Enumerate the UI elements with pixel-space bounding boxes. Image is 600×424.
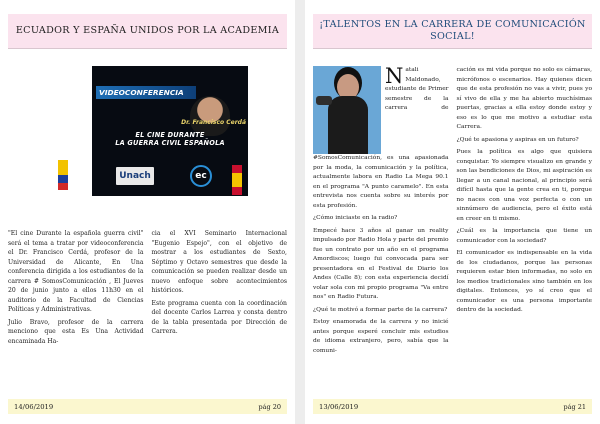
videoconference-image	[92, 66, 248, 196]
ec-logo: ec	[190, 165, 212, 187]
article-title-box	[8, 14, 287, 49]
footer-date: 13/06/2019	[319, 402, 359, 411]
article-title: ECUADOR Y ESPAÑA UNIDOS POR LA ACADEMIA	[15, 25, 280, 36]
videoconference-banner: VIDEOCONFERENCIA	[96, 86, 196, 99]
article-column-1	[313, 66, 449, 396]
question: ¿Cuál es la importancia que tiene un comunicador con la sociedad?	[456, 228, 592, 244]
article-columns	[8, 229, 287, 389]
page-number: pág 20	[258, 402, 281, 411]
page-left	[0, 0, 295, 424]
answer: Pues la política es algo que quisiera conquistar. Yo siempre visualizo en grande y son las bendiciones de Dios, mi aspiración es llegar a un canal nacional, al principio será difícil hasta que la gente crea en ti, porque no naces con una voz perfecta o con un sinnúmero de audiencia, pero el éxito está en creer en ti mismo.	[456, 149, 592, 222]
unach-logo: Unach	[116, 167, 154, 185]
paragraph: Julio Bravo, profesor de la carrera menciono que esta Es Una Actividad encaminada Ha-	[8, 318, 144, 346]
page-gutter	[295, 0, 305, 424]
image-caption-line2: LA GUERRA CIVIL ESPAÑOLA	[115, 139, 225, 147]
paragraph: Este programa cuenta con la coordinación del docente Carlos Larrea y consta dentro de la tabla presentada por Dirección de Carrera.	[151, 299, 287, 336]
paragraph: cia el XVI Seminario Internacional "Eugenio Espejo", con el objetivo de mostrar a los estudiantes de Sexto, Séptimo y Octavo semestres que desde la comunicación se pueden realizar desde un nuevo enfoque sobre acontecimientos históricos.	[151, 230, 287, 295]
speaker-photo	[190, 96, 230, 136]
footer-date: 14/06/2019	[14, 402, 54, 411]
question: ¿Cómo iniciaste en la radio?	[313, 215, 398, 221]
photo-spacer	[313, 66, 385, 154]
answer: cación es mi vida porque no solo es cámaras, micrófonos o escenarios. Hay quienes dicen que de esta profesión no vas a vivir, pues yo sí vivo de ella y me ha abierto muchísimas puertas, gracias a ella estoy donde estoy y eso es lo que me motivo a estudiar esta Carrera.	[456, 67, 592, 130]
page-right	[305, 0, 600, 424]
paragraph: "El cine Durante la española guerra civil" será el tema a tratar por videoconferencia el Dr. Francisco Cerdá, profesor de la Universidad de Alicante, En Una conferencia dirigida a los estudiantes de la carrera # SomosComunicación , El Jueves 20 de junio junto a ellos 11h30 en el auditorio de la Facultad de Ciencias Políticas y Administrativas.	[8, 230, 144, 314]
article-column-1	[8, 229, 144, 389]
article-title: ¡TALENTOS EN LA CARRERA DE COMUNICACIÓN SOCIAL!	[319, 19, 586, 42]
answer: Estoy enamorada de la carrera y no inicié antes porque esperé concluir mis estudios de idioma extranjero, pero, sabía que la comuni-	[313, 319, 449, 354]
article-columns	[313, 66, 592, 396]
article-column-2	[457, 66, 593, 396]
article-title-box	[313, 14, 592, 49]
page-footer	[313, 399, 592, 414]
intro-text: atali Maldonado, estudiante de Primer semestre de la carrera de #SomosComunicación, es una apasionada por la moda, la comunicación y la política, actualmente labora en Radio La Mega 90.1 en el programa "A punto caramelo". En esta entrevista nos cuenta sobre su interés por esta profesión.	[313, 67, 449, 209]
answer: El comunicador es indispensable en la vida de los ciudadanos, porque las personas requieren estar bien informadas, no solo en los medios tradicionales sino también en los digitales. Entonces, yo sí creo que el comunicador es una persona importante dentro de la sociedad.	[456, 250, 592, 313]
page-footer	[8, 399, 287, 414]
speaker-name: Dr. Francisco Cerdá	[181, 119, 246, 126]
question: ¿Qué te apasiona y aspiras en un futuro?	[456, 136, 579, 143]
ecuador-flag-icon	[58, 160, 68, 190]
answer: Empecé hace 3 años al ganar un reality impulsado por Radio Hola y parte del premio fue un contrato por un año en el programa Amordiscos; luego fui convocada para ser presentadora en el Festival de Diario los Andes (Calle 8); con esta experiencia decidí volar sola con mi propio programa "Va entre nos" en Radio Futura.	[313, 227, 449, 300]
image-caption-line1: EL CINE DURANTE	[135, 131, 205, 139]
article-column-2	[152, 229, 288, 389]
page-number: pág 21	[563, 402, 586, 411]
spain-flag-icon	[232, 165, 242, 195]
question: ¿Qué te motivó a formar parte de la carrera?	[313, 306, 448, 313]
drop-cap: N	[385, 64, 404, 88]
